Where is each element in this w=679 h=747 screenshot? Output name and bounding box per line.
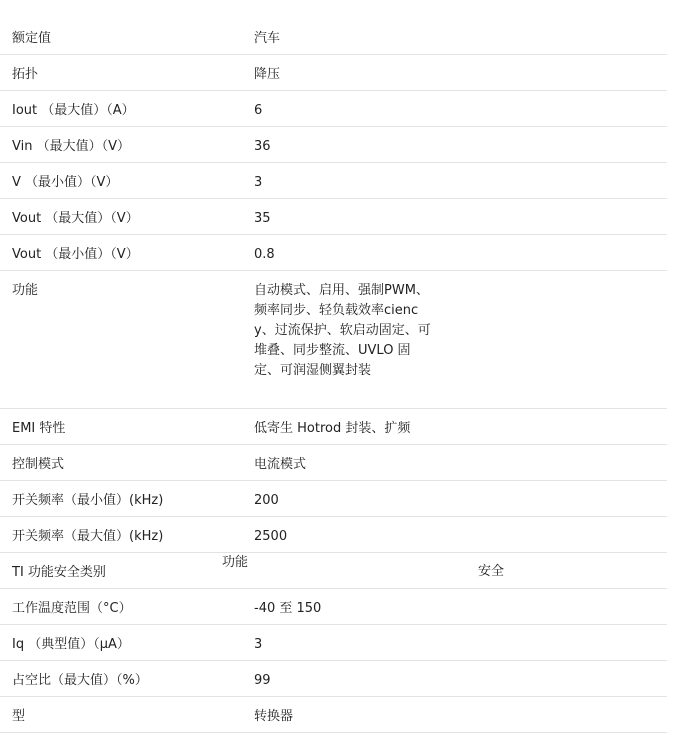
row-value: 3 xyxy=(254,175,263,190)
row-value: 2500 xyxy=(254,529,288,544)
row-value-part-b: 安全 xyxy=(478,564,505,579)
row-value: 降压 xyxy=(254,67,281,82)
table-row xyxy=(0,91,667,127)
row-label: Vout （最大值）（V） xyxy=(12,211,139,226)
row-value: 35 xyxy=(254,211,271,226)
table-row xyxy=(0,163,667,199)
row-value-part-a: 功能 xyxy=(222,555,249,570)
row-label: Iq （典型值）（µA） xyxy=(12,637,130,652)
row-label: 工作温度范围（°C） xyxy=(12,601,132,616)
table-row xyxy=(0,589,667,625)
table-row xyxy=(0,235,667,271)
table-row xyxy=(0,199,667,235)
row-value: 200 xyxy=(254,493,279,508)
row-label: 开关频率（最小值）(kHz) xyxy=(12,493,164,508)
table-row xyxy=(0,553,667,589)
table-row xyxy=(0,661,667,697)
row-value: 电流模式 xyxy=(254,457,307,472)
row-value: 0.8 xyxy=(254,247,275,262)
row-label: V （最小值）（V） xyxy=(12,175,119,190)
row-value: 99 xyxy=(254,673,271,688)
row-value: -40 至 150 xyxy=(254,601,322,616)
table-row xyxy=(0,445,667,481)
row-value: 36 xyxy=(254,139,271,154)
table-top-spacer xyxy=(0,0,667,19)
row-label: Vout （最小值）（V） xyxy=(12,247,139,262)
table-row xyxy=(0,481,667,517)
row-label: 拓扑 xyxy=(12,67,39,82)
row-label: EMI 特性 xyxy=(12,421,66,436)
table-row xyxy=(0,625,667,661)
row-label: 开关频率（最大值）(kHz) xyxy=(12,529,164,544)
row-label: TI 功能安全类别 xyxy=(12,565,106,580)
table-row xyxy=(0,19,667,55)
row-label: Iout （最大值）（A） xyxy=(12,103,135,118)
table-row xyxy=(0,517,667,553)
row-value: 转换器 xyxy=(254,709,294,724)
table-row xyxy=(0,409,667,445)
table-row xyxy=(0,697,667,733)
table-row xyxy=(0,127,667,163)
row-value: 低寄生 Hotrod 封装、扩频 xyxy=(254,421,411,436)
row-value: 自动模式、启用、强制PWM、频率同步、轻负载效率ciency、过流保护、软启动固定、可堆叠、同步整流、UVLO 固定、可润湿侧翼封装 xyxy=(254,283,431,378)
row-value: 6 xyxy=(254,103,263,118)
row-label: 额定值 xyxy=(12,31,52,46)
row-value: 汽车 xyxy=(254,31,281,46)
row-label: Vin （最大值）（V） xyxy=(12,139,130,154)
row-value: 3 xyxy=(254,637,263,652)
row-label: 型 xyxy=(12,709,26,724)
row-label: 占空比（最大值）（%） xyxy=(12,673,148,688)
row-label: 功能 xyxy=(12,283,39,298)
table-row xyxy=(0,55,667,91)
table-row xyxy=(0,271,667,409)
row-label: 控制模式 xyxy=(12,457,65,472)
